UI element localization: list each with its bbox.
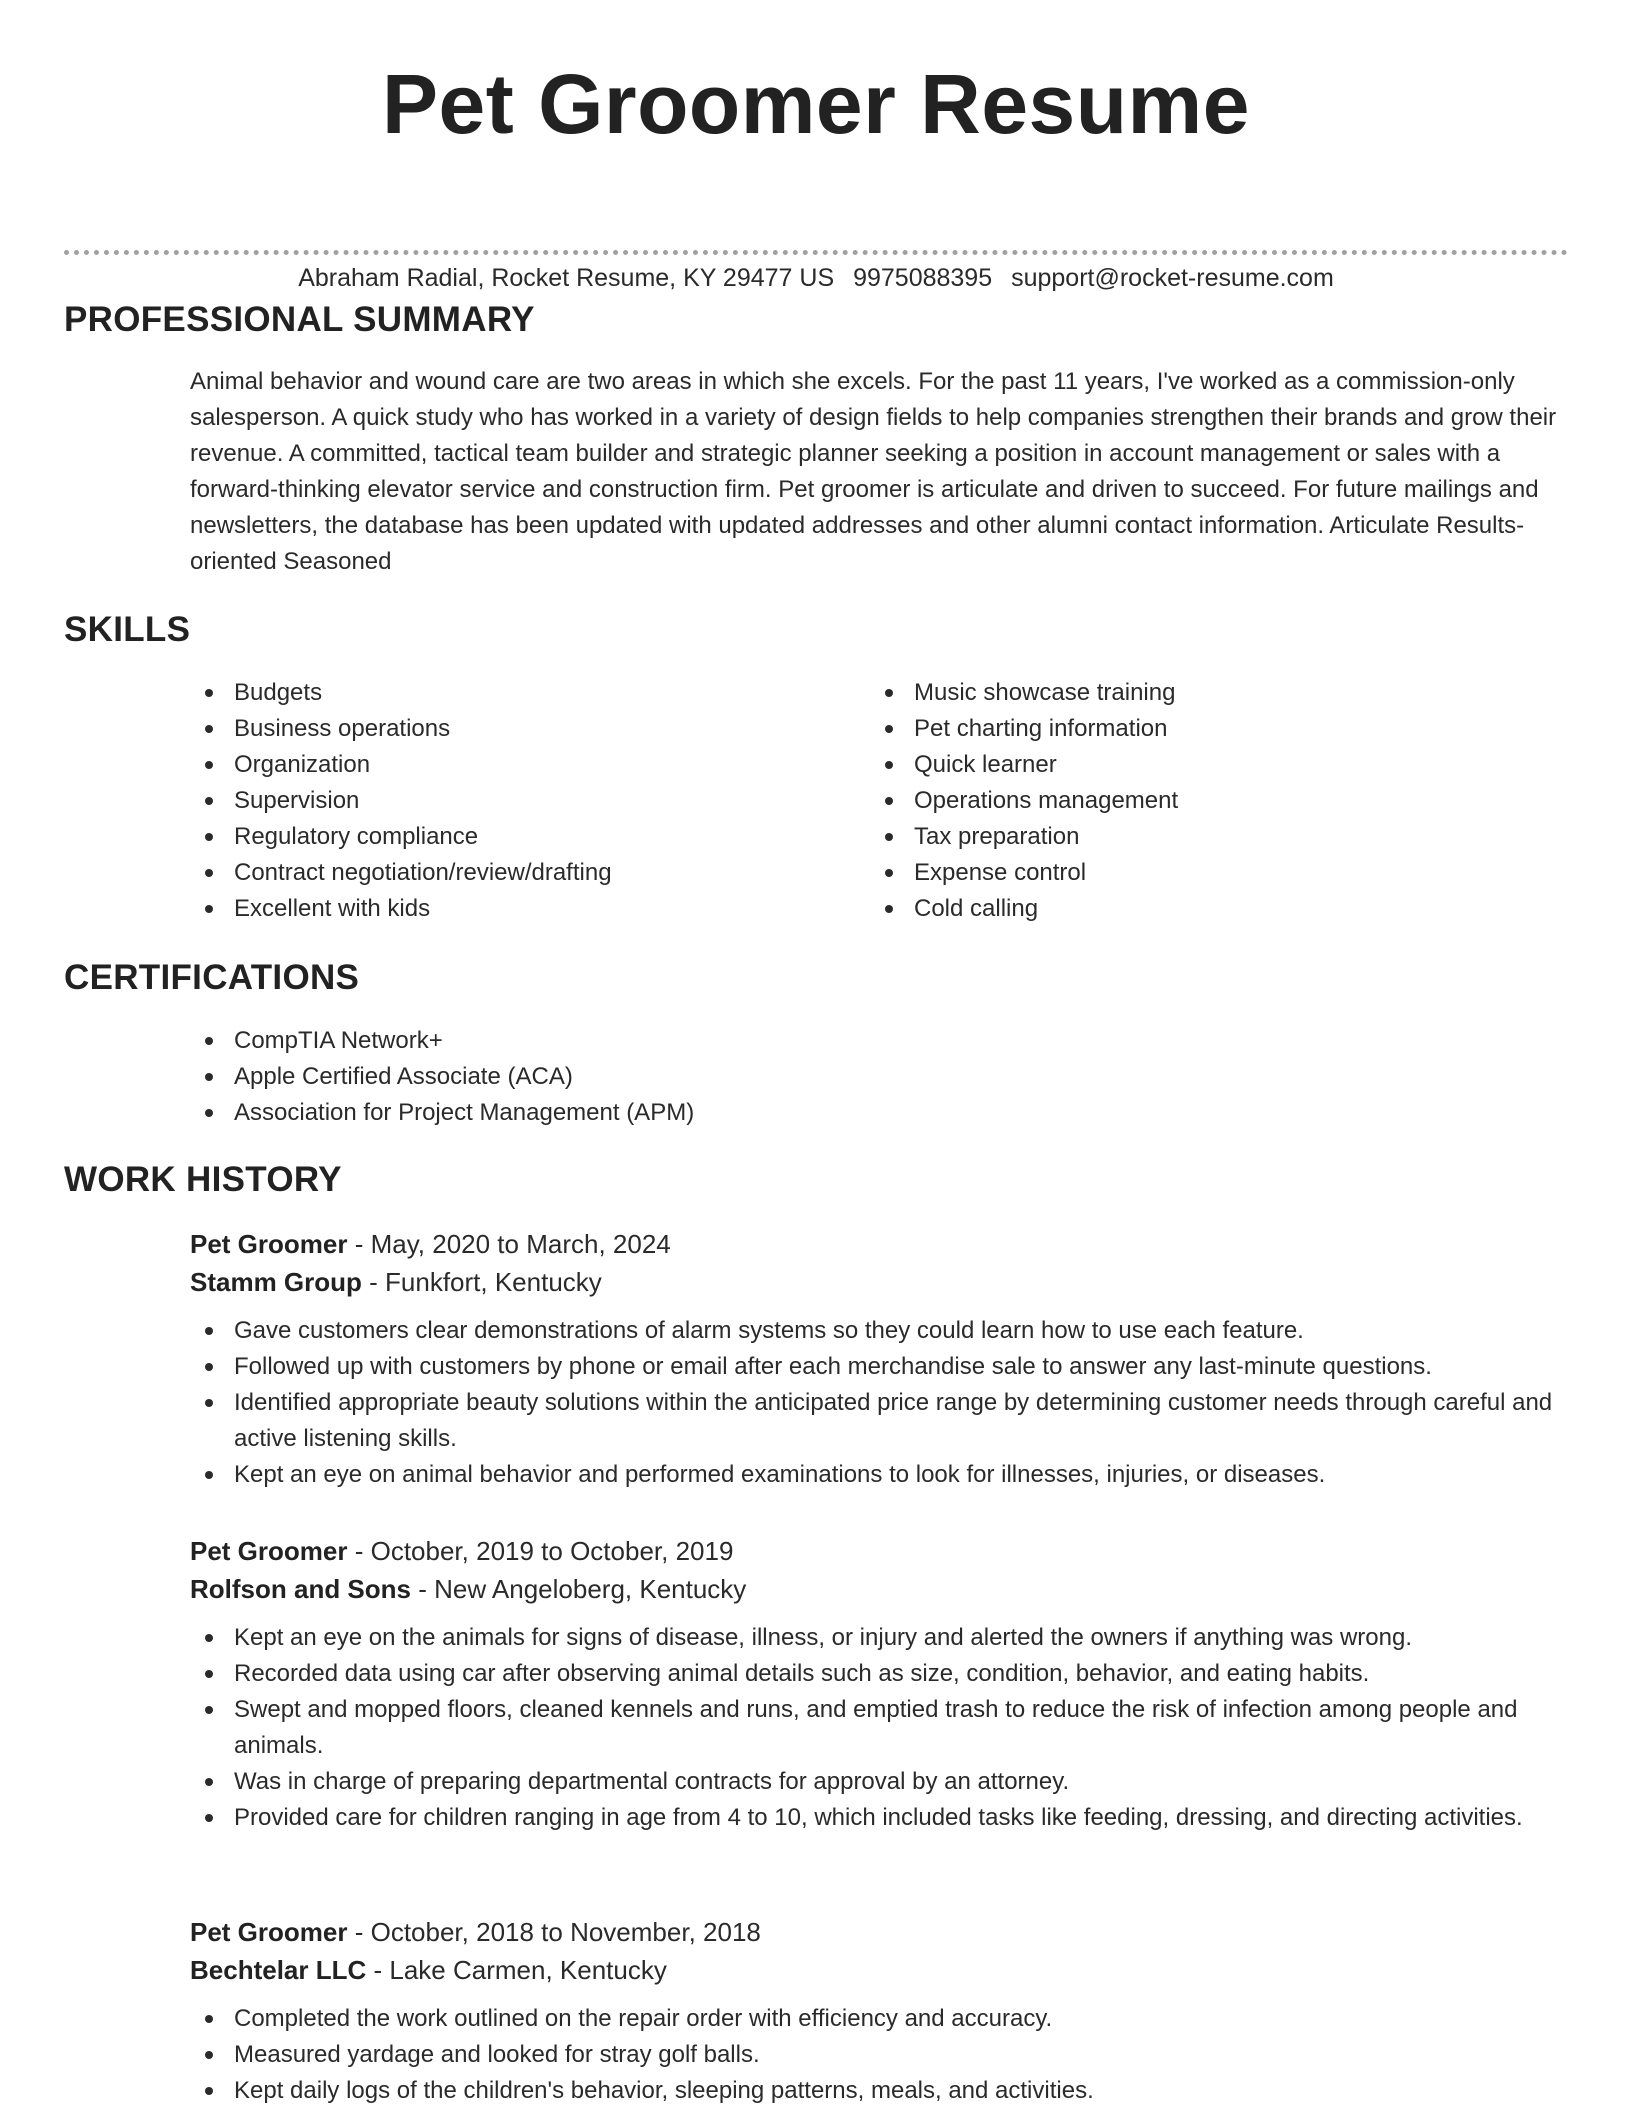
job-duties-list xyxy=(190,1313,1568,1493)
certification-item: Association for Project Management (APM) xyxy=(190,1095,694,1131)
job-duty: Swept and mopped floors, cleaned kennels and runs, and emptied trash to reduce the risk of infection among people and animals. xyxy=(190,1692,1568,1764)
resume-title: Pet Groomer Resume xyxy=(382,57,1250,151)
contact-email[interactable]: support@rocket-resume.com xyxy=(1011,264,1334,292)
job-title: Pet Groomer xyxy=(190,1536,348,1566)
contact-info xyxy=(0,262,1632,294)
job-duty: Kept an eye on animal behavior and performed examinations to look for illnesses, injuries, or diseases. xyxy=(190,1457,1568,1493)
job-entry xyxy=(190,1225,1568,1493)
skill-item: Budgets xyxy=(190,675,830,711)
certifications-heading: CERTIFICATIONS xyxy=(64,958,360,997)
certification-item: Apple Certified Associate (ACA) xyxy=(190,1059,694,1095)
skill-item: Organization xyxy=(190,747,830,783)
skill-item: Supervision xyxy=(190,783,830,819)
job-company: Stamm Group xyxy=(190,1267,362,1297)
skills-heading: SKILLS xyxy=(64,610,191,649)
job-title: Pet Groomer xyxy=(190,1229,348,1259)
job-dates: - October, 2019 to October, 2019 xyxy=(347,1536,734,1566)
contact-address: Abraham Radial, Rocket Resume, KY 29477 US xyxy=(298,264,835,292)
job-duty: Measured yardage and looked for stray golf balls. xyxy=(190,2037,1568,2073)
job-entry xyxy=(190,1532,1568,1836)
skills-list-right xyxy=(870,675,1510,927)
job-location: - Funkfort, Kentucky xyxy=(361,1267,602,1297)
skill-item: Pet charting information xyxy=(870,711,1510,747)
skill-item: Business operations xyxy=(190,711,830,747)
job-duty: Recorded data using car after observing animal details such as size, condition, behavior, and eating habits. xyxy=(190,1656,1568,1692)
job-company-line xyxy=(190,1570,1568,1608)
job-duty: Completed the work outlined on the repair order with efficiency and accuracy. xyxy=(190,2001,1568,2037)
job-company: Rolfson and Sons xyxy=(190,1574,411,1604)
job-duty: Gave customers clear demonstrations of alarm systems so they could learn how to use each feature. xyxy=(190,1313,1568,1349)
job-duty: Was in charge of preparing departmental contracts for approval by an attorney. xyxy=(190,1764,1568,1800)
job-company-line xyxy=(190,1951,1568,1989)
job-company: Bechtelar LLC xyxy=(190,1955,367,1985)
job-duty: Followed up with customers by phone or email after each merchandise sale to answer any last-minute questions. xyxy=(190,1349,1568,1385)
skill-item: Operations management xyxy=(870,783,1510,819)
job-duty: Provided care for children ranging in age from 4 to 10, which included tasks like feeding, dressing, and directing activities. xyxy=(190,1800,1568,1836)
header-divider xyxy=(64,250,1568,255)
job-duty: Kept daily logs of the children's behavior, sleeping patterns, meals, and activities. xyxy=(190,2073,1568,2109)
job-duty: Kept an eye on the animals for signs of disease, illness, or injury and alerted the owners if anything was wrong. xyxy=(190,1620,1568,1656)
skill-item: Excellent with kids xyxy=(190,891,830,927)
skill-item: Contract negotiation/review/drafting xyxy=(190,855,830,891)
contact-phone[interactable]: 9975088395 xyxy=(853,264,993,292)
skill-item: Music showcase training xyxy=(870,675,1510,711)
skill-item: Cold calling xyxy=(870,891,1510,927)
job-title: Pet Groomer xyxy=(190,1917,348,1947)
skill-item: Tax preparation xyxy=(870,819,1510,855)
job-dates: - October, 2018 to November, 2018 xyxy=(347,1917,761,1947)
job-location: - New Angeloberg, Kentucky xyxy=(411,1574,747,1604)
job-duty: Identified appropriate beauty solutions within the anticipated price range by determining customer needs through careful and active listening skills. xyxy=(190,1385,1568,1457)
job-title-line xyxy=(190,1913,1568,1951)
certification-item: CompTIA Network+ xyxy=(190,1023,694,1059)
skills-list-left xyxy=(190,675,830,927)
summary-text: Animal behavior and wound care are two areas in which she excels. For the past 11 years, I've worked as a commission-only salesperson. A quick study who has worked in a variety of design fields to help companies strengthen their brands and grow their revenue. A committed, tactical team builder and strategic planner seeking a position in account management or sales with a forward-thinking elevator service and construction firm. Pet groomer is articulate and driven to succeed. For future mailings and newsletters, the database has been updated with updated addresses and other alumni contact information. Articulate Results-oriented Seasoned xyxy=(190,368,1557,575)
job-company-line xyxy=(190,1263,1568,1301)
skill-item: Quick learner xyxy=(870,747,1510,783)
job-dates: - May, 2020 to March, 2024 xyxy=(347,1229,671,1259)
job-location: - Lake Carmen, Kentucky xyxy=(366,1955,667,1985)
job-entry xyxy=(190,1913,1568,2109)
job-title-line xyxy=(190,1225,1568,1263)
skill-item: Regulatory compliance xyxy=(190,819,830,855)
job-duties-list xyxy=(190,1620,1568,1836)
work-history-heading: WORK HISTORY xyxy=(64,1160,342,1199)
certifications-list xyxy=(190,1023,694,1131)
job-duties-list xyxy=(190,2001,1568,2109)
job-title-line xyxy=(190,1532,1568,1570)
summary-heading: PROFESSIONAL SUMMARY xyxy=(64,300,535,339)
skill-item: Expense control xyxy=(870,855,1510,891)
